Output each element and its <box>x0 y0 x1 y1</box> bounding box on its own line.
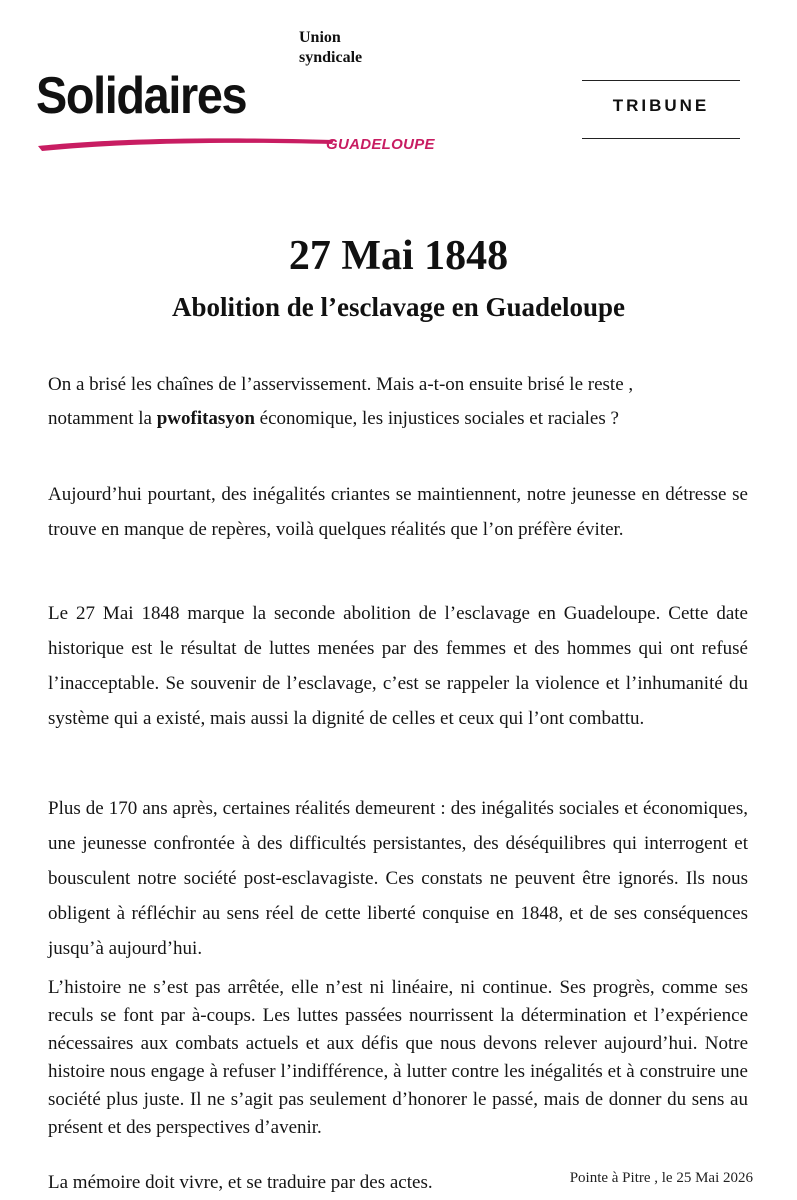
logo-wordmark: Solidaires <box>36 67 247 125</box>
solidaires-logo <box>36 28 456 158</box>
page-subtitle: Abolition de l’esclavage en Guadeloupe <box>171 292 625 322</box>
paragraph-2: Aujourd’hui pourtant, des inégalités criantes se maintiennent, notre jeunesse en détresse se trouve en manque de repères, voilà quelques réalités que l’on préfère éviter. <box>48 484 748 540</box>
tribune-top-rule <box>582 80 740 81</box>
place-date-signoff: Pointe à Pitre , le 25 Mai 2026 <box>569 1170 753 1186</box>
logo-region: GUADELOUPE <box>326 136 435 153</box>
emphasis-pwofitasyon: pwofitasyon <box>156 408 255 429</box>
paragraph-1: On a brisé les chaînes de l’asservissement. Mais a-t-on ensuite brisé le reste , notamment la pwofitasyon économique, les injustices sociales et raciales ? <box>48 374 634 429</box>
paragraph-3: Le 27 Mai 1848 marque la seconde abolition de l’esclavage en Guadeloupe. Cette date historique est le résultat de luttes menées par des femmes et des hommes qui ont refusé l’inacceptable. Se souvenir de l’esclavage, c’est se rappeler la violence et l’inhumanité du système qui a existé, mais aussi la dignité de celles et ceux qui l’ont combattu. <box>48 603 748 729</box>
logo-union-syndicale: Union syndicale <box>299 29 363 66</box>
tribune-bottom-rule <box>582 138 740 139</box>
paragraph-6: La mémoire doit vivre, et se traduire par des actes. <box>48 1172 433 1193</box>
logo-swash-icon <box>36 132 336 152</box>
paragraph-4: Plus de 170 ans après, certaines réalités demeurent : des inégalités sociales et économiques, une jeunesse confrontée à des difficultés persistantes, des déséquilibres qui interrogent et bousculent notre société post-esclavagiste. Ces constats ne peuvent être ignorés. Ils nous obligent à réfléchir au sens réel de cette liberté conquise en 1848, et de ses conséquences jusqu’à aujourd’hui. <box>48 798 748 959</box>
tribune-label: TRIBUNE <box>612 96 710 115</box>
page-title: 27 Mai 1848 <box>288 233 509 279</box>
paragraph-5: L’histoire ne s’est pas arrêtée, elle n’est ni linéaire, ni continue. Ses progrès, comme ses reculs se font par à-coups. Les luttes passées nourrissent la détermination et l’expérience nécessaires aux combats actuels et aux défis que nous devons relever aujourd’hui. Notre histoire nous engage à refuser l’indifférence, à lutter contre les inégalités et à construire une société plus juste. Il ne s’agit pas seulement d’honorer le passé, mais de donner du sens au présent et des perspectives d’avenir. <box>48 977 748 1138</box>
